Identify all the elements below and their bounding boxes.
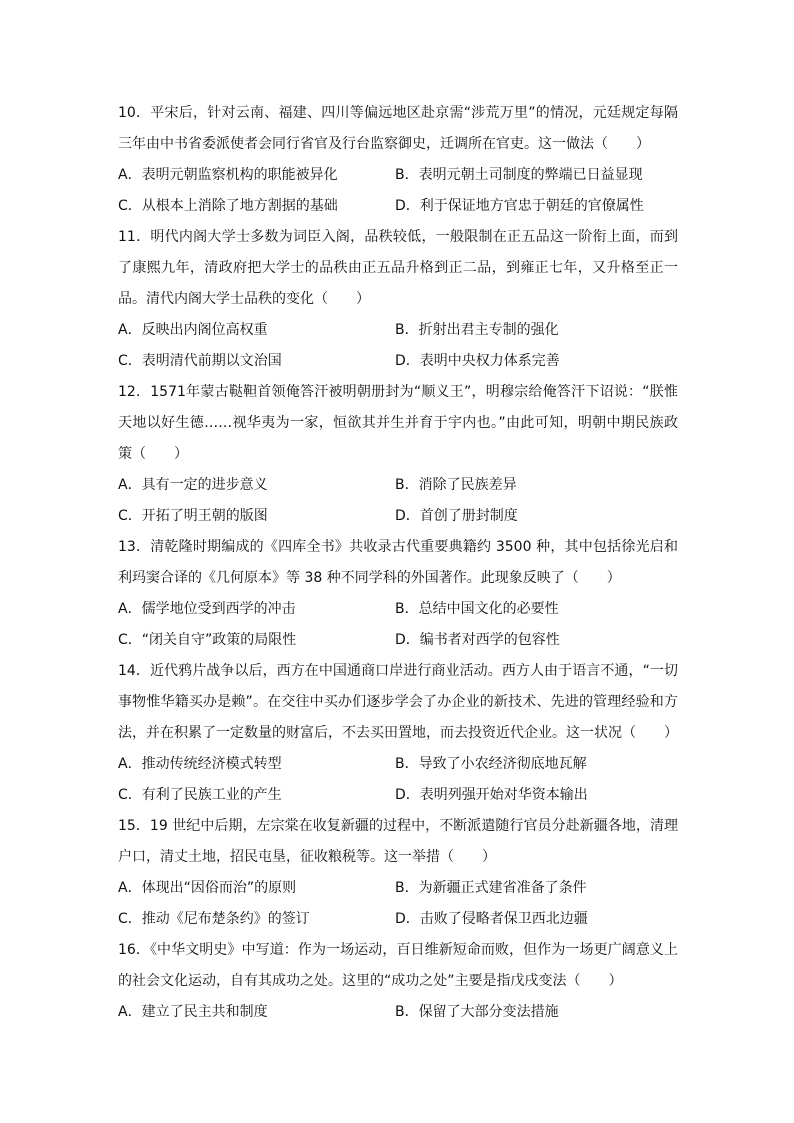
option-b: B．总结中国文化的必要性 xyxy=(395,601,559,617)
question-12 xyxy=(118,377,678,532)
option-a: A．儒学地位受到西学的冲击 xyxy=(118,601,296,617)
option-a: A．体现出“因俗而治”的原则 xyxy=(118,880,297,896)
question-15 xyxy=(118,811,678,935)
question-stem: 16．《中华文明史》中写道：作为一场运动，百日维新短命而败，但作为一场更广阔意义上的社会文化运动，自有其成功之处。这里的“成功之处”主要是指戊戌变法（ ） xyxy=(118,942,678,989)
question-11 xyxy=(118,222,678,377)
question-14 xyxy=(118,656,678,811)
option-a: A．建立了民主共和制度 xyxy=(118,1004,268,1020)
option-grid xyxy=(118,315,678,377)
option-c: C．表明清代前期以文治国 xyxy=(118,353,282,369)
option-grid xyxy=(118,749,678,811)
option-grid xyxy=(118,873,678,935)
option-d: D．表明中央权力体系完善 xyxy=(395,353,560,369)
option-d: D．首创了册封制度 xyxy=(395,508,518,524)
option-d: D．编书者对西学的包容性 xyxy=(395,632,560,648)
exam-page xyxy=(118,98,678,1028)
option-a: A．推动传统经济模式转型 xyxy=(118,756,282,772)
option-b: B．消除了民族差异 xyxy=(395,477,517,493)
option-grid xyxy=(118,997,678,1028)
option-d: D．利于保证地方官忠于朝廷的官僚属性 xyxy=(395,198,644,214)
question-stem: 14．近代鸦片战争以后，西方在中国通商口岸进行商业活动。西方人由于语言不通，“一切事物惟华籍买办是赖”。在交往中买办们逐步学会了办企业的新技术、先进的管理经验和方法，并在积累了一定数量的财富后，不去买田置地，而去投资近代企业。这一状况（ ） xyxy=(118,663,678,741)
question-16 xyxy=(118,935,678,1028)
question-stem: 12．1571年蒙古鞑靼首领俺答汗被明朝册封为“顺义王”，明穆宗给俺答汗下诏说：“朕惟天地以好生德……视华夷为一家，恒欲其并生并育于宇内也。”由此可知，明朝中期民族政策（ ） xyxy=(118,384,678,462)
question-13 xyxy=(118,532,678,656)
question-stem: 11．明代内阁大学士多数为词臣入阁，品秩较低，一般限制在正五品这一阶衔上面，而到了康熙九年，清政府把大学士的品秩由正五品升格到正二品，到雍正七年，又升格至正一品。清代内阁大学士品秩的变化（ ） xyxy=(118,229,678,307)
option-a: A．具有一定的进步意义 xyxy=(118,477,268,493)
option-b: B．折射出君主专制的强化 xyxy=(395,322,559,338)
option-c: C．推动《尼布楚条约》的签订 xyxy=(118,911,310,927)
option-c: C．“闭关自守”政策的局限性 xyxy=(118,632,297,648)
option-b: B．保留了大部分变法措施 xyxy=(395,1004,559,1020)
option-a: A．反映出内阁位高权重 xyxy=(118,322,268,338)
question-stem: 10．平宋后，针对云南、福建、四川等偏远地区赴京需“涉荒万里”的情况，元廷规定每隔三年由中书省委派使者会同行省官及行台监察御史，迁调所在官吏。这一做法（ ） xyxy=(118,105,678,152)
option-grid xyxy=(118,594,678,656)
option-a: A．表明元朝监察机构的职能被异化 xyxy=(118,167,338,183)
option-c: C．有利了民族工业的产生 xyxy=(118,787,282,803)
option-grid xyxy=(118,160,678,222)
option-b: B．导致了小农经济彻底地瓦解 xyxy=(395,756,587,772)
option-d: D．表明列强开始对华资本输出 xyxy=(395,787,588,803)
option-b: B．表明元朝土司制度的弊端已日益显现 xyxy=(395,167,643,183)
option-c: C．从根本上消除了地方割据的基础 xyxy=(118,198,338,214)
option-b: B．为新疆正式建省准备了条件 xyxy=(395,880,587,896)
option-grid xyxy=(118,470,678,532)
option-d: D．击败了侵略者保卫西北边疆 xyxy=(395,911,588,927)
option-c: C．开拓了明王朝的版图 xyxy=(118,508,268,524)
question-10 xyxy=(118,98,678,222)
question-stem: 15．19 世纪中后期，左宗棠在收复新疆的过程中，不断派遣随行官员分赴新疆各地，清理户口，清丈土地，招民屯垦，征收粮税等。这一举措（ ） xyxy=(118,818,678,865)
question-stem: 13．清乾隆时期编成的《四库全书》共收录古代重要典籍约 3500 种，其中包括徐光启和利玛窦合译的《几何原本》等 38 种不同学科的外国著作。此现象反映了（ ） xyxy=(118,539,678,586)
